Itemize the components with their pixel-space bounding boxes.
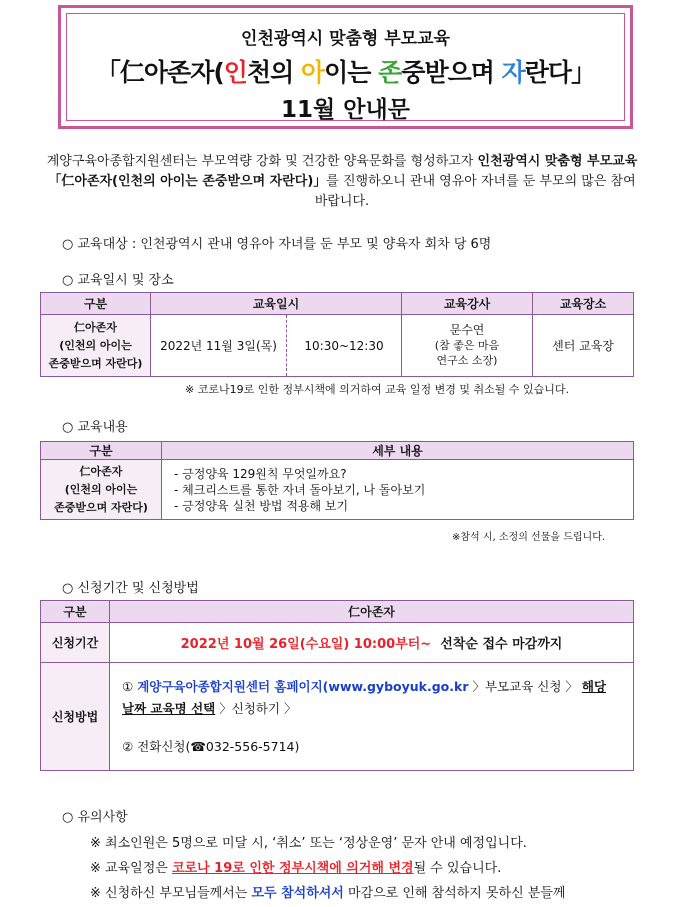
content-header-gubun: 구분 xyxy=(41,442,162,460)
schedule-header-lecturer: 교육강사 xyxy=(402,293,533,315)
target-line: ○ 교육대상 : 인천광역시 관내 영유아 자녀를 둔 부모 및 양육자 회차 당 6명 xyxy=(62,237,492,252)
content-item: - 긍정양육 129원칙 무엇일까요? xyxy=(174,466,347,481)
apply-heading: ○ 신청기간 및 신청방법 xyxy=(62,581,199,596)
schedule-header-date: 교육일시 xyxy=(151,293,402,315)
title-box xyxy=(58,5,633,129)
title-line1: 인천광역시 맞춤형 부모교육 xyxy=(241,29,450,49)
apply-method-web: ① 계양구육아종합지원센터 홈페이지(www.gyboyuk.go.kr 〉부모교육 신청 〉 해당 날짜 교육명 선택 〉신청하기 〉 xyxy=(122,678,607,716)
schedule-heading: ○ 교육일시 및 장소 xyxy=(62,273,174,288)
content-program-cell: 仁아존자 (인천의 아이는 존중받으며 자란다) xyxy=(41,460,162,520)
notice-line2: ※ 교육일정은 코로나 19로 인한 정부시책에 의거해 변경될 수 있습니다. xyxy=(90,861,502,876)
title-inner-border xyxy=(66,13,625,121)
content-heading: ○ 교육내용 xyxy=(62,420,128,435)
notice-line1: ※ 최소인원은 5명으로 미달 시, ‘취소’ 또는 ‘정상운영’ 문자 안내 예정입니다. xyxy=(90,836,527,851)
schedule-header-place: 교육장소 xyxy=(533,293,634,315)
homepage-link[interactable]: 계양구육아종합지원센터 홈페이지(www.gyboyuk.go.kr xyxy=(137,678,469,694)
title-line3: 11월 안내문 xyxy=(281,97,410,123)
schedule-lecturer: 문수연 (참 좋은 마음 연구소 소장) xyxy=(402,315,533,377)
content-item: - 체크리스트를 통한 자녀 돌아보기, 나 돌아보기 xyxy=(174,482,426,497)
schedule-table xyxy=(40,292,634,377)
schedule-note: ※ 코로나19로 인한 정부시책에 의거하여 교육 일정 변경 및 취소될 수 있습니다. xyxy=(185,383,569,396)
schedule-time: 10:30~12:30 xyxy=(287,315,402,377)
schedule-header-gubun: 구분 xyxy=(41,293,151,315)
content-item: - 긍정양육 실천 방법 적용해 보기 xyxy=(174,498,349,513)
apply-method-phone: ② 전화신청(☎032-556-5714) xyxy=(122,738,300,754)
apply-table xyxy=(40,600,634,771)
schedule-program-cell: 仁아존자 (인천의 아이는 존중받으며 자란다) xyxy=(41,315,151,377)
notice-heading: ○ 유의사항 xyxy=(62,810,128,825)
intro-paragraph: 계양구육아종합지원센터는 부모역량 강화 및 건강한 양육문화를 형성하고자 인천광역시 맞춤형 부모교육 「仁아존자(인천의 아이는 존중받으며 자란다)」를 진행하오니 관내 영유아 자녀를 둔 부모의 많은 참여 바랍니다. xyxy=(46,154,638,209)
apply-header-program: 仁아존자 xyxy=(110,601,634,623)
content-table xyxy=(40,441,634,520)
schedule-place: 센터 교육장 xyxy=(533,315,634,377)
content-note: ※참석 시, 소정의 선물을 드립니다. xyxy=(452,532,606,543)
apply-period-value: 2022년 10월 26일(수요일) 10:00부터~ 선착순 접수 마감까지 xyxy=(110,623,634,663)
notice-line3: ※ 신청하신 부모님들께서는 모두 참석하셔서 마감으로 인해 참석하지 못하신 분들께 xyxy=(90,886,566,901)
apply-method-label: 신청방법 xyxy=(41,663,110,771)
apply-method-value xyxy=(110,663,634,771)
apply-header-gubun: 구분 xyxy=(41,601,110,623)
content-detail xyxy=(162,460,634,520)
title-line2: 「仁아존자(인천의 아이는 존중받으며 자란다」 xyxy=(95,58,596,87)
content-header-detail: 세부 내용 xyxy=(162,442,634,460)
schedule-date: 2022년 11월 3일(목) xyxy=(151,315,287,377)
apply-period-label: 신청기간 xyxy=(41,623,110,663)
